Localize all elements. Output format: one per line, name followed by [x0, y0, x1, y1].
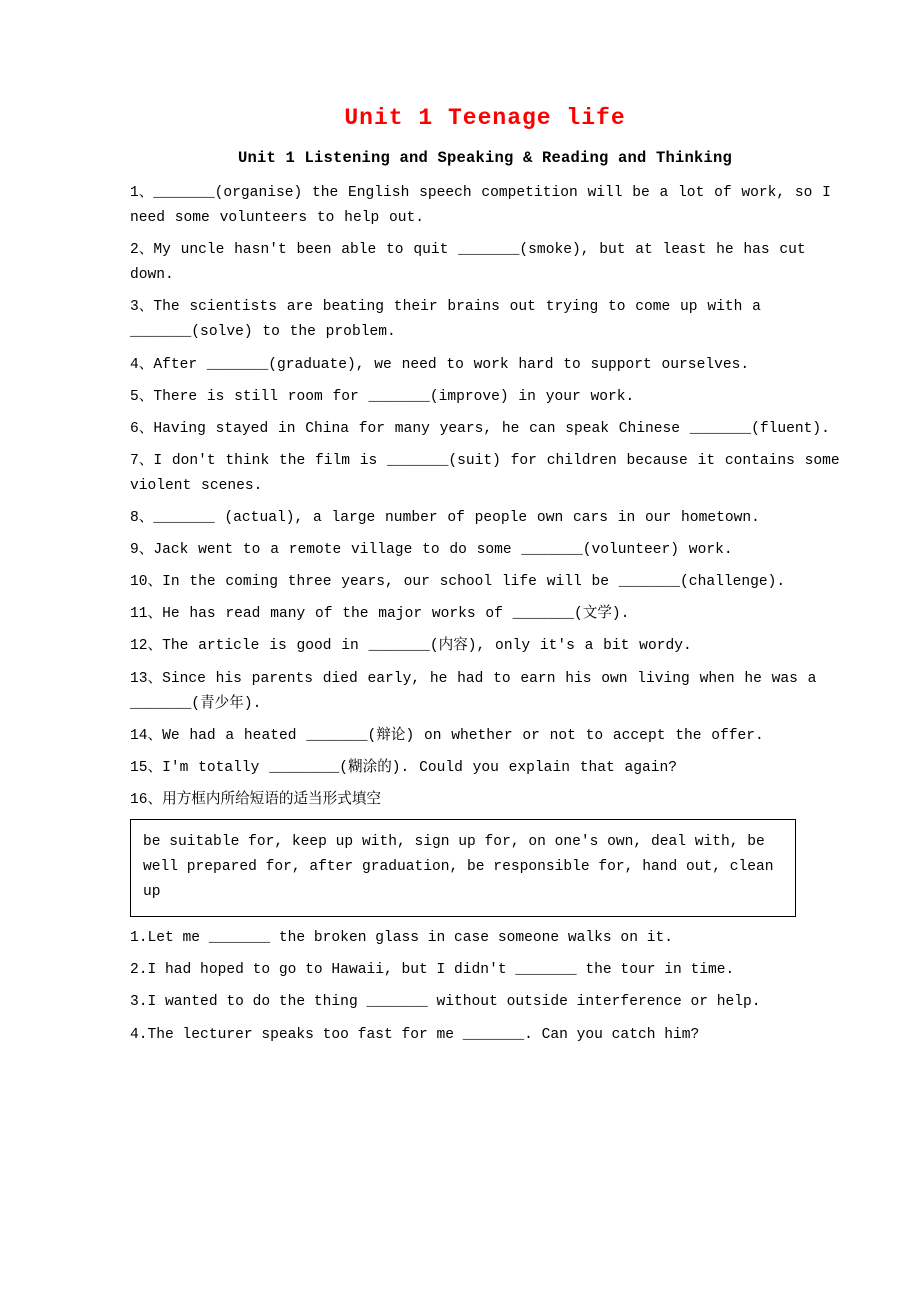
question-item: 7、I don't think the film is _______(suit) for children because it contains some violent scenes. — [130, 452, 840, 494]
word-bank-box: be suitable for, keep up with, sign up for, on one's own, deal with, be well prepared for, after graduation, be responsible for, hand out, clean up — [130, 819, 796, 917]
question-item: 12、The article is good in _______(内容), only it's a bit wordy. — [130, 638, 692, 655]
question-item: 4、After _______(graduate), we need to work hard to support ourselves. — [130, 356, 750, 373]
question-item: 8、_______ (actual), a large number of people own cars in our hometown. — [130, 510, 760, 527]
question-item: 3、The scientists are beating their brains out trying to come up with a _______(solve) to the problem. — [130, 299, 761, 341]
question-item: 5、There is still room for _______(improve) in your work. — [130, 388, 635, 405]
section-16-label: 16、用方框内所给短语的适当形式填空 — [130, 791, 382, 808]
question-item: 1、_______(organise) the English speech competition will be a lot of work, so I need some volunteers to help out. — [130, 185, 831, 227]
question-item: 2、My uncle hasn't been able to quit _______(smoke), but at least he has cut down. — [130, 242, 806, 284]
question-item: 10、In the coming three years, our school life will be _______(challenge). — [130, 574, 786, 591]
question-item: 6、Having stayed in China for many years, he can speak Chinese _______(fluent). — [130, 420, 830, 437]
box-question-item: 3.I wanted to do the thing _______ without outside interference or help. — [130, 994, 761, 1011]
question-item: 14、We had a heated _______(辩论) on whether or not to accept the offer. — [130, 727, 764, 744]
page-title: Unit 1 Teenage life — [344, 105, 626, 131]
question-item: 9、Jack went to a remote village to do some _______(volunteer) work. — [130, 542, 733, 559]
question-item: 15、I'm totally ________(糊涂的). Could you explain that again? — [130, 759, 678, 776]
page-subtitle: Unit 1 Listening and Speaking & Reading and Thinking — [237, 149, 733, 167]
box-question-item: 2.I had hoped to go to Hawaii, but I didn't _______ the tour in time. — [130, 962, 735, 979]
box-question-item: 1.Let me _______ the broken glass in case someone walks on it. — [130, 930, 673, 947]
question-item: 11、He has read many of the major works of _______(文学). — [130, 606, 630, 623]
box-question-item: 4.The lecturer speaks too fast for me _______. Can you catch him? — [130, 1026, 700, 1043]
question-item: 13、Since his parents died early, he had to earn his own living when he was a _______(青少年). — [130, 670, 817, 712]
